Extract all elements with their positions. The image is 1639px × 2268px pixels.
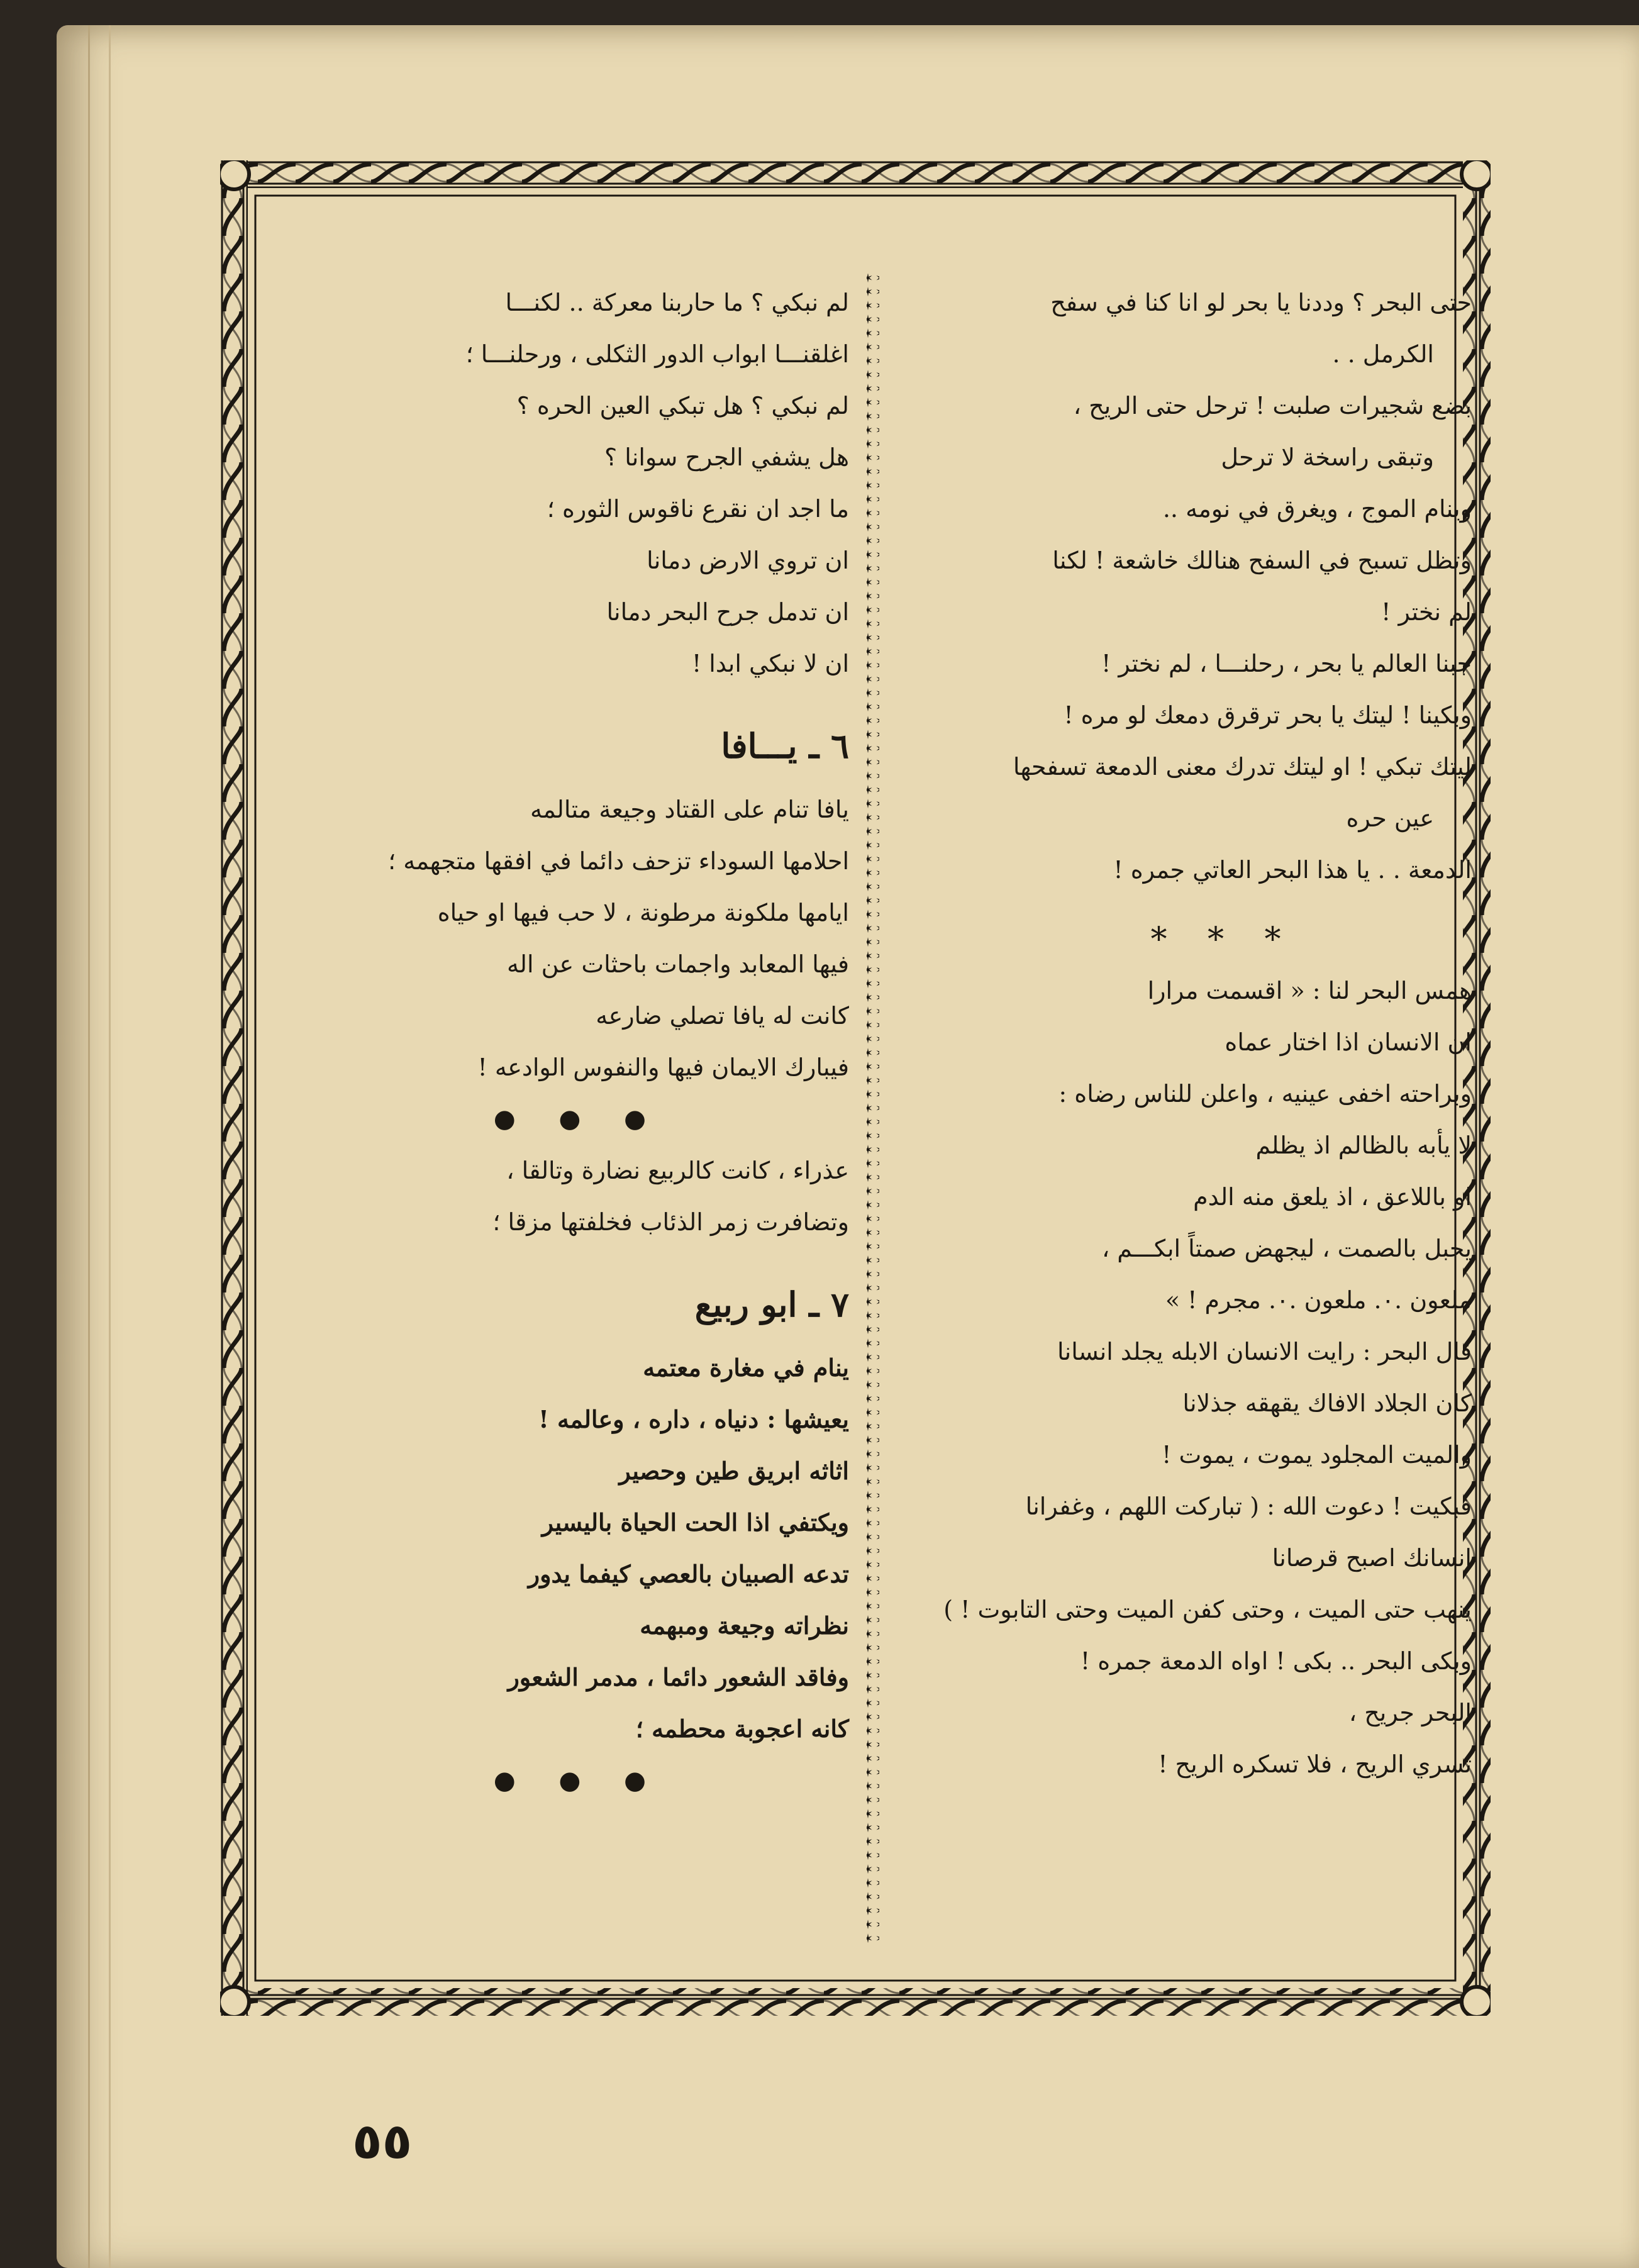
poem-line: همس البحر لنا : « اقسمت مرارا [1147,977,1472,1004]
stars-separator: * * * [1150,921,1296,959]
left-column [270,277,849,1806]
section-heading-yafa: ٦ ـ يـــافا [721,726,849,766]
poem-line: وتظل تسبح في السفح هنالك خاشعة ! لكنا [1052,547,1472,574]
poem-line: الدمعة . . يا هذا البحر العاتي جمره ! [1113,856,1472,884]
poem-line: نظراته وجيعة ومبهمه [640,1611,849,1640]
page-edge [88,25,111,2268]
poem-line: كانت له يافا تصلي ضارعه [596,1002,849,1030]
right-column [899,277,1472,1790]
poem-line: حتى البحر ؟ وددنا يا بحر لو انا كنا في سفح [1050,289,1472,316]
dots-separator: ● ● ● [493,1766,664,1795]
poem-line: تسري الريح ، فلا تسكره الريح ! [1158,1750,1472,1778]
page-number: ٥٥ [352,2113,413,2170]
poem-line: ان الانسان اذا اختار عماه [1225,1028,1472,1056]
poem-line: وتضافرت زمر الذئاب فخلفتها مزقا ؛ [492,1208,849,1236]
poem-line: لا يأبه بالظالم اذ يظلم [1255,1131,1472,1159]
poem-line: ملعون .٠. ملعون .٠. مجرم ! » [1165,1286,1472,1314]
poem-line: وينام الموج ، ويغرق في نومه .. [1162,495,1472,523]
poem-line: عين حره [1346,804,1434,832]
poem-line: اثاثه ابريق طين وحصير [619,1457,849,1485]
ornamental-frame [220,160,1491,2016]
poem-line: البحر جريح ، [1348,1699,1472,1726]
poem-line: او باللاعق ، اذ يلعق منه الدم [1193,1183,1472,1211]
poem-line: بضع شجيرات صلبت ! ترحل حتى الريح ، [1073,392,1472,420]
poem-line: ينام في مغارة معتمه [643,1354,849,1382]
section-heading-abu-rabie: ٧ ـ ابو ربيع [694,1284,849,1325]
poem-line: احلامها السوداء تزحف دائما في افقها متجهمه ؛ [388,847,849,875]
poem-line: جبنا العالم يا بحر ، رحلنـــا ، لم نختر ! [1101,650,1472,677]
poem-line: يعيشها : دنياه ، داره ، وعالمه ! [538,1405,849,1433]
poem-line: فبكيت ! دعوت الله : ( تباركت اللهم ، وغفرانا [1025,1493,1472,1520]
poem-line: فيبارك الايمان فيها والنفوس الوادعه ! [477,1053,849,1081]
poem-line: قال البحر : رايت الانسان الابله يجلد انسانا [1057,1338,1472,1365]
poem-line: تدعه الصبيان بالعصي كيفما يدور [528,1560,849,1588]
poem-line: ليتك تبكي ! او ليتك تدرك معنى الدمعة تسفحها [1013,753,1472,781]
poem-line: ان تدمل جرح البحر دمانا [606,598,849,626]
poem-line: كانه اعجوبة محطمه ؛ [635,1715,849,1743]
poem-line: وفاقد الشعور دائما ، مدمر الشعور [508,1663,849,1691]
poem-line: يحبل بالصمت ، ليجهض صمتاً ابكـــم ، [1101,1235,1472,1262]
poem-line: الكرمل . . [1332,340,1434,368]
poem-line: والميت المجلود يموت ، يموت ! [1162,1441,1472,1469]
poem-line: اغلقنـــا ابواب الدور الثكلى ، ورحلنـــا ؛ [465,340,849,368]
poem-line: لم نبكي ؟ ما حاربنا معركة .. لكنـــا [505,289,849,316]
poem-line: عذراء ، كانت كالربيع نضارة وتالقا ، [506,1157,849,1184]
poem-line: هل يشفي الجرح سوانا ؟ [604,443,849,471]
poem-line: ان تروي الارض دمانا [647,547,849,574]
poem-line: ان لا نبكي ابدا ! [691,650,849,677]
poem-line: لم نختر ! [1381,598,1472,626]
dots-separator: ● ● ● [493,1104,664,1133]
poem-line: فيها المعابد واجمات باحثات عن اله [507,950,849,978]
poem-line: لم نبكي ؟ هل تبكي العين الحره ؟ [516,392,849,420]
poem-line: وتبقى راسخة لا ترحل [1221,443,1434,471]
poem-line: كان الجلاد الافاك يقهقه جذلانا [1182,1389,1472,1417]
poem-line: وبكينا ! ليتك يا بحر ترقرق دمعك لو مره ! [1064,701,1472,729]
poem-line: وبكى البحر .. بكى ! اواه الدمعة جمره ! [1080,1647,1472,1675]
poem-line: ينهب حتى الميت ، وحتى كفن الميت وحتى التابوت ! ) [943,1596,1472,1623]
poem-line: ما اجد ان نقرع ناقوس الثوره ؛ [547,495,849,523]
poem-line: يافا تنام على القتاد وجيعة متالمه [530,796,849,823]
poem-line: ايامها ملكونة مرطونة ، لا حب فيها او حياه [437,899,849,926]
poem-line: ويكتفي اذا الحت الحياة باليسير [542,1508,849,1537]
poem-line: انسانك اصبح قرصانا [1272,1544,1472,1572]
poem-line: وبراحته اخفى عينيه ، واعلن للناس رضاه : [1058,1080,1472,1108]
